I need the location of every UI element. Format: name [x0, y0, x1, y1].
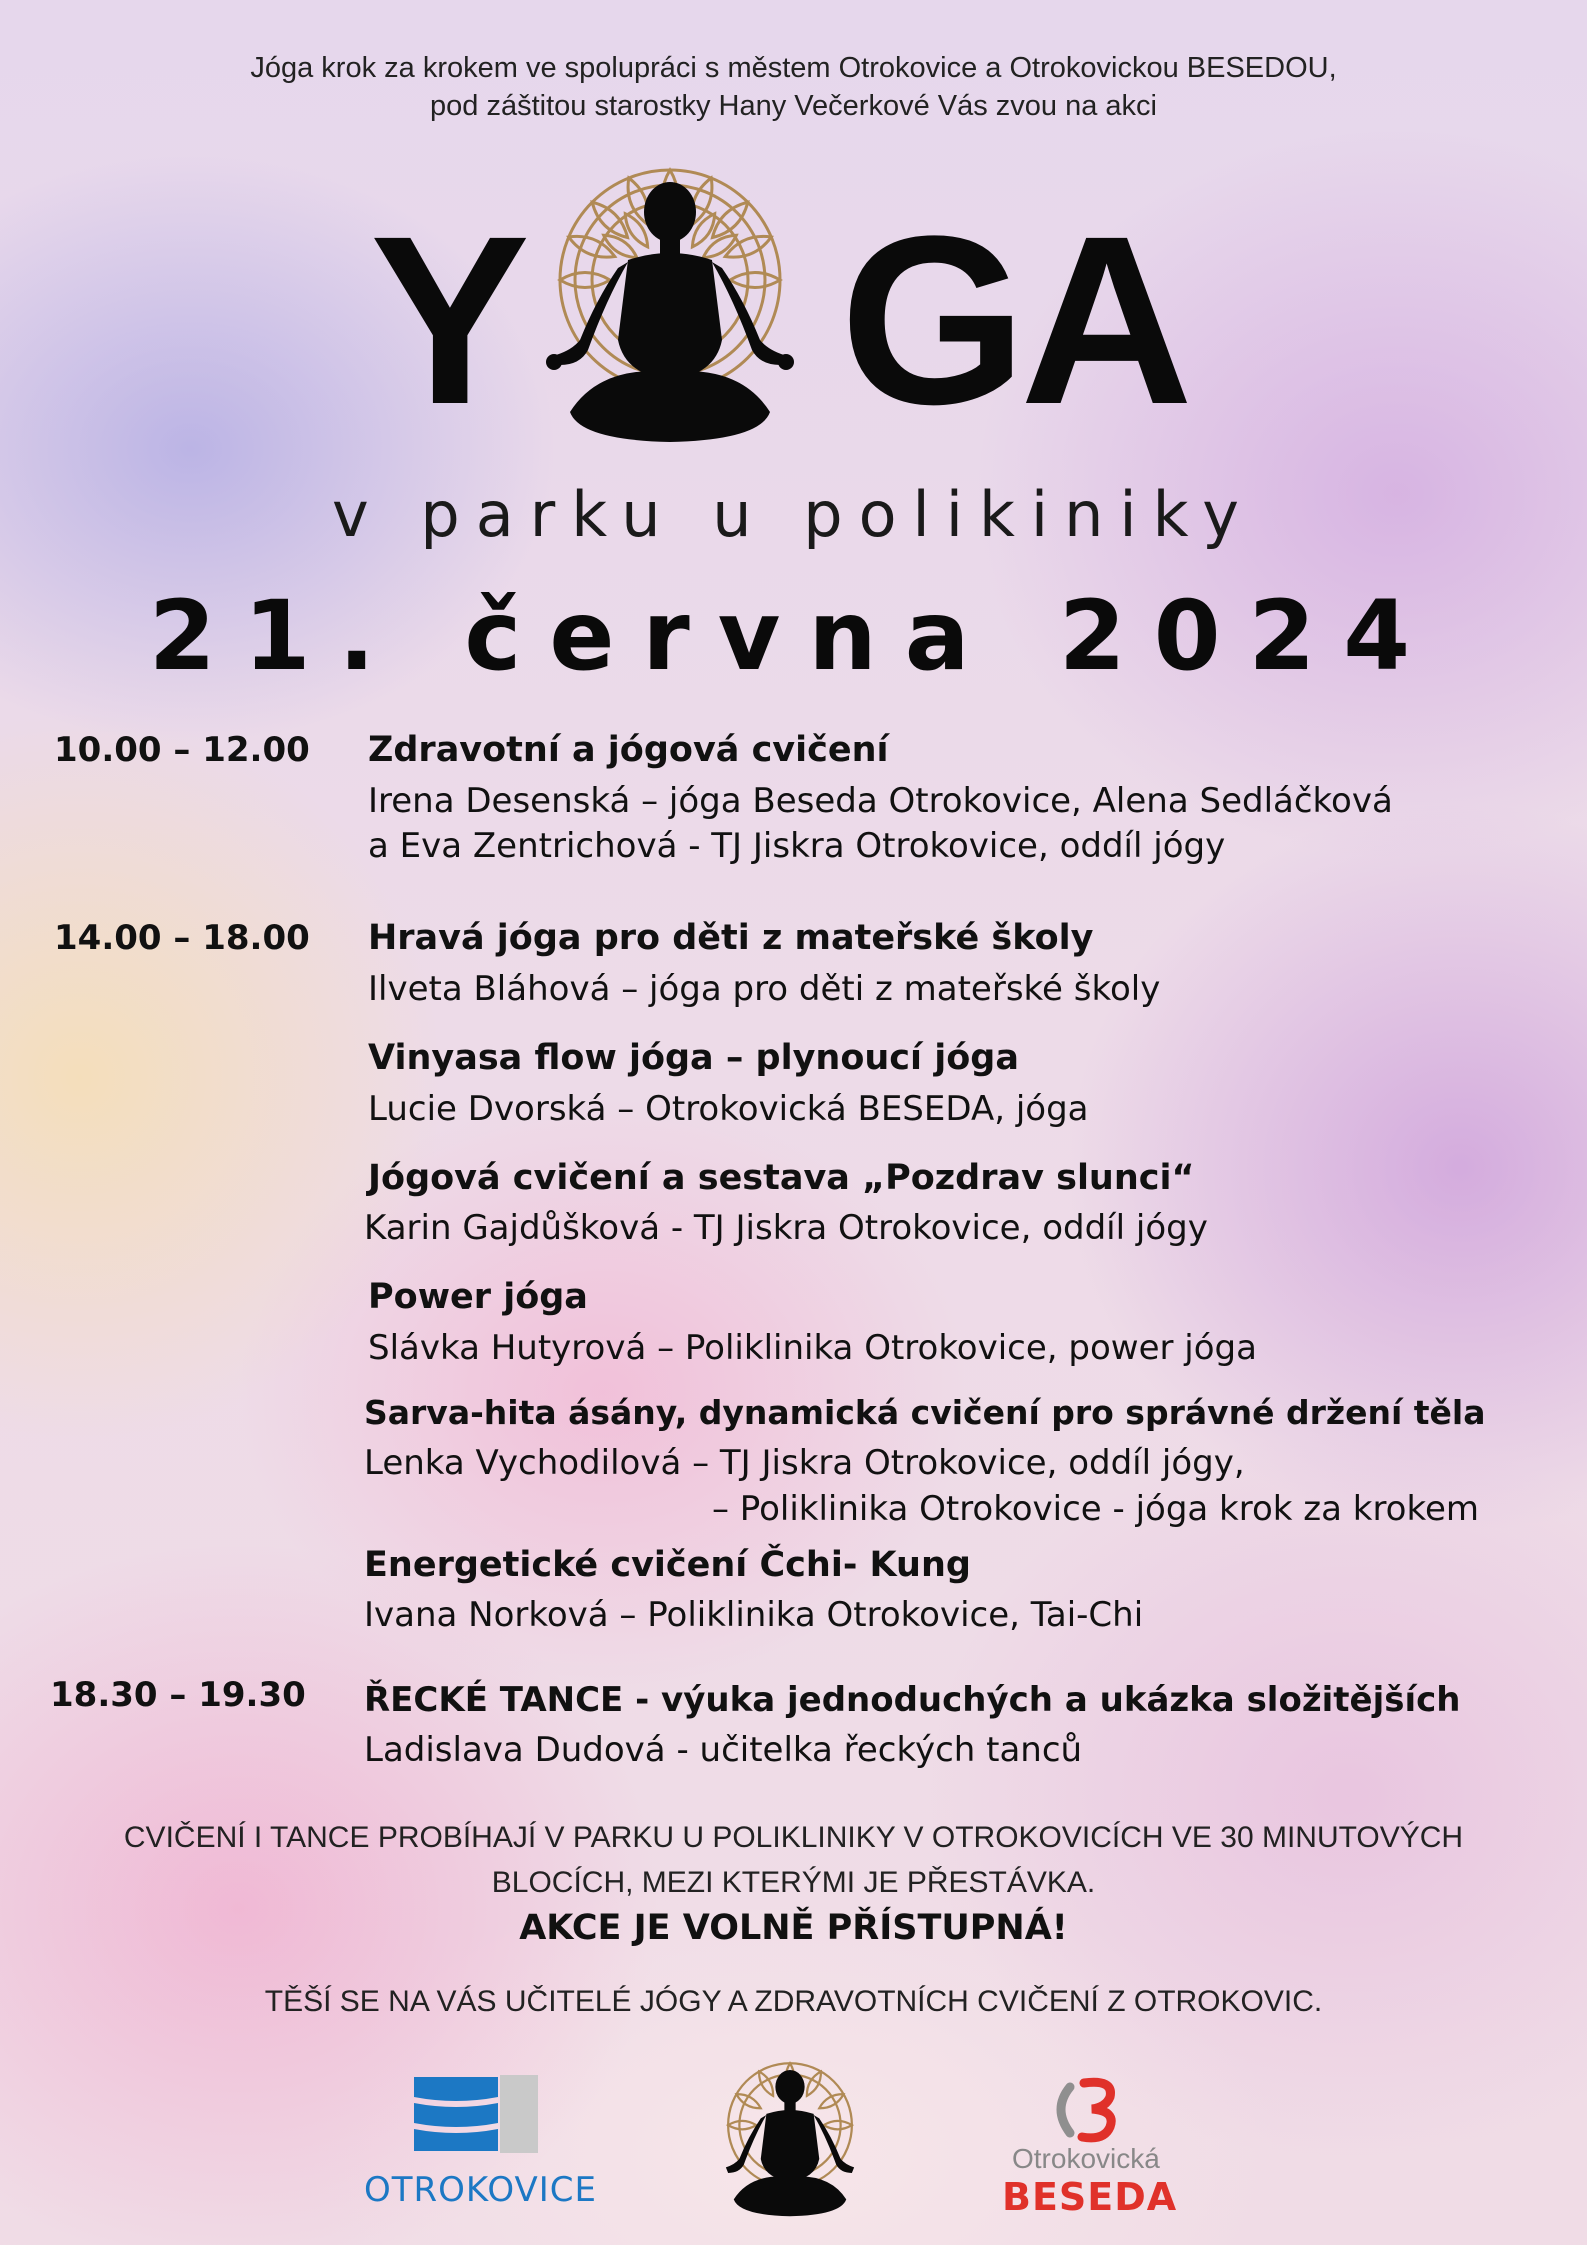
otrokovice-logo	[360, 2075, 600, 2225]
activity-title: Jógová cvičení a sestava „Pozdrav slunci“	[368, 1158, 1195, 1198]
activity-title: Zdravotní a jógová cvičení	[368, 730, 889, 770]
activity-desc: Ladislava Dudová - učitelka řeckých tanců	[364, 1730, 1083, 1770]
free-entry-note: AKCE JE VOLNĚ PŘÍSTUPNÁ!	[519, 1908, 1068, 1948]
activity-desc: – Poliklinika Otrokovice - jóga krok za krokem	[712, 1489, 1479, 1529]
title-letter-y: Y	[370, 186, 531, 454]
activity-title: Vinyasa flow jóga – plynoucí jóga	[368, 1038, 1019, 1078]
city-logo-icon	[412, 2075, 542, 2155]
notice-line-2: BLOCÍCH, MEZI KTERÝMI JE PŘESTÁVKA.	[491, 1866, 1096, 1899]
subtitle: v parku u polikiniky	[331, 478, 1256, 551]
activity-title: Power jóga	[368, 1277, 588, 1317]
beseda-logo	[1000, 2075, 1200, 2225]
intro-line-1: Jóga krok za krokem ve spolupráci s městem Otrokovice a Otrokovickou BESEDOU,	[250, 52, 1337, 84]
activity-title: Hravá jóga pro děti z mateřské školy	[368, 918, 1094, 958]
event-date: 21. června 2024	[148, 580, 1439, 692]
title-letter-a: A	[1020, 186, 1194, 454]
beseda-logo-big-text: BESEDA	[1002, 2175, 1178, 2219]
intro-line-2: pod záštitou starostky Hany Večerkové Vás zvou na akci	[430, 90, 1157, 122]
beseda-logo-icon	[1050, 2075, 1130, 2145]
time-slot: 14.00 – 18.00	[54, 918, 310, 958]
notice-line-1: CVIČENÍ I TANCE PROBÍHAJÍ V PARKU U POLIKLINIKY V OTROKOVICÍCH VE 30 MINUTOVÝCH	[123, 1821, 1464, 1854]
activity-desc: Lucie Dvorská – Otrokovická BESEDA, jóga	[368, 1089, 1089, 1129]
activity-title: Energetické cvičení Čchi- Kung	[364, 1545, 971, 1585]
activity-desc: Ilveta Bláhová – jóga pro děti z mateřské školy	[368, 969, 1161, 1009]
yoga-logo-icon	[700, 2052, 880, 2232]
activity-desc: Irena Desenská – jóga Beseda Otrokovice, Alena Sedláčková	[368, 781, 1393, 821]
beseda-logo-small-text: Otrokovická	[1012, 2143, 1160, 2174]
activity-desc: Slávka Hutyrová – Poliklinika Otrokovice, power jóga	[368, 1328, 1257, 1368]
title-letter-g: G	[840, 186, 1027, 454]
activity-title: Sarva-hita ásány, dynamická cvičení pro správné držení těla	[364, 1393, 1486, 1432]
thanks-note: TĚŠÍ SE NA VÁS UČITELÉ JÓGY A ZDRAVOTNÍCH CVIČENÍ Z OTROKOVIC.	[264, 1985, 1323, 2018]
time-slot: 18.30 – 19.30	[50, 1675, 306, 1715]
activity-desc: Ivana Norková – Poliklinika Otrokovice, Tai-Chi	[364, 1595, 1144, 1635]
activity-desc: a Eva Zentrichová - TJ Jiskra Otrokovice, oddíl jógy	[368, 826, 1226, 866]
time-slot: 10.00 – 12.00	[54, 730, 310, 770]
activity-title: ŘECKÉ TANCE - výuka jednoduchých a ukázka složitějších	[364, 1680, 1461, 1720]
city-logo-text: OTROKOVICE	[364, 2170, 598, 2210]
activity-desc: Karin Gajdůšková - TJ Jiskra Otrokovice, oddíl jógy	[364, 1208, 1208, 1248]
activity-desc: Lenka Vychodilová – TJ Jiskra Otrokovice, oddíl jógy,	[364, 1443, 1245, 1483]
